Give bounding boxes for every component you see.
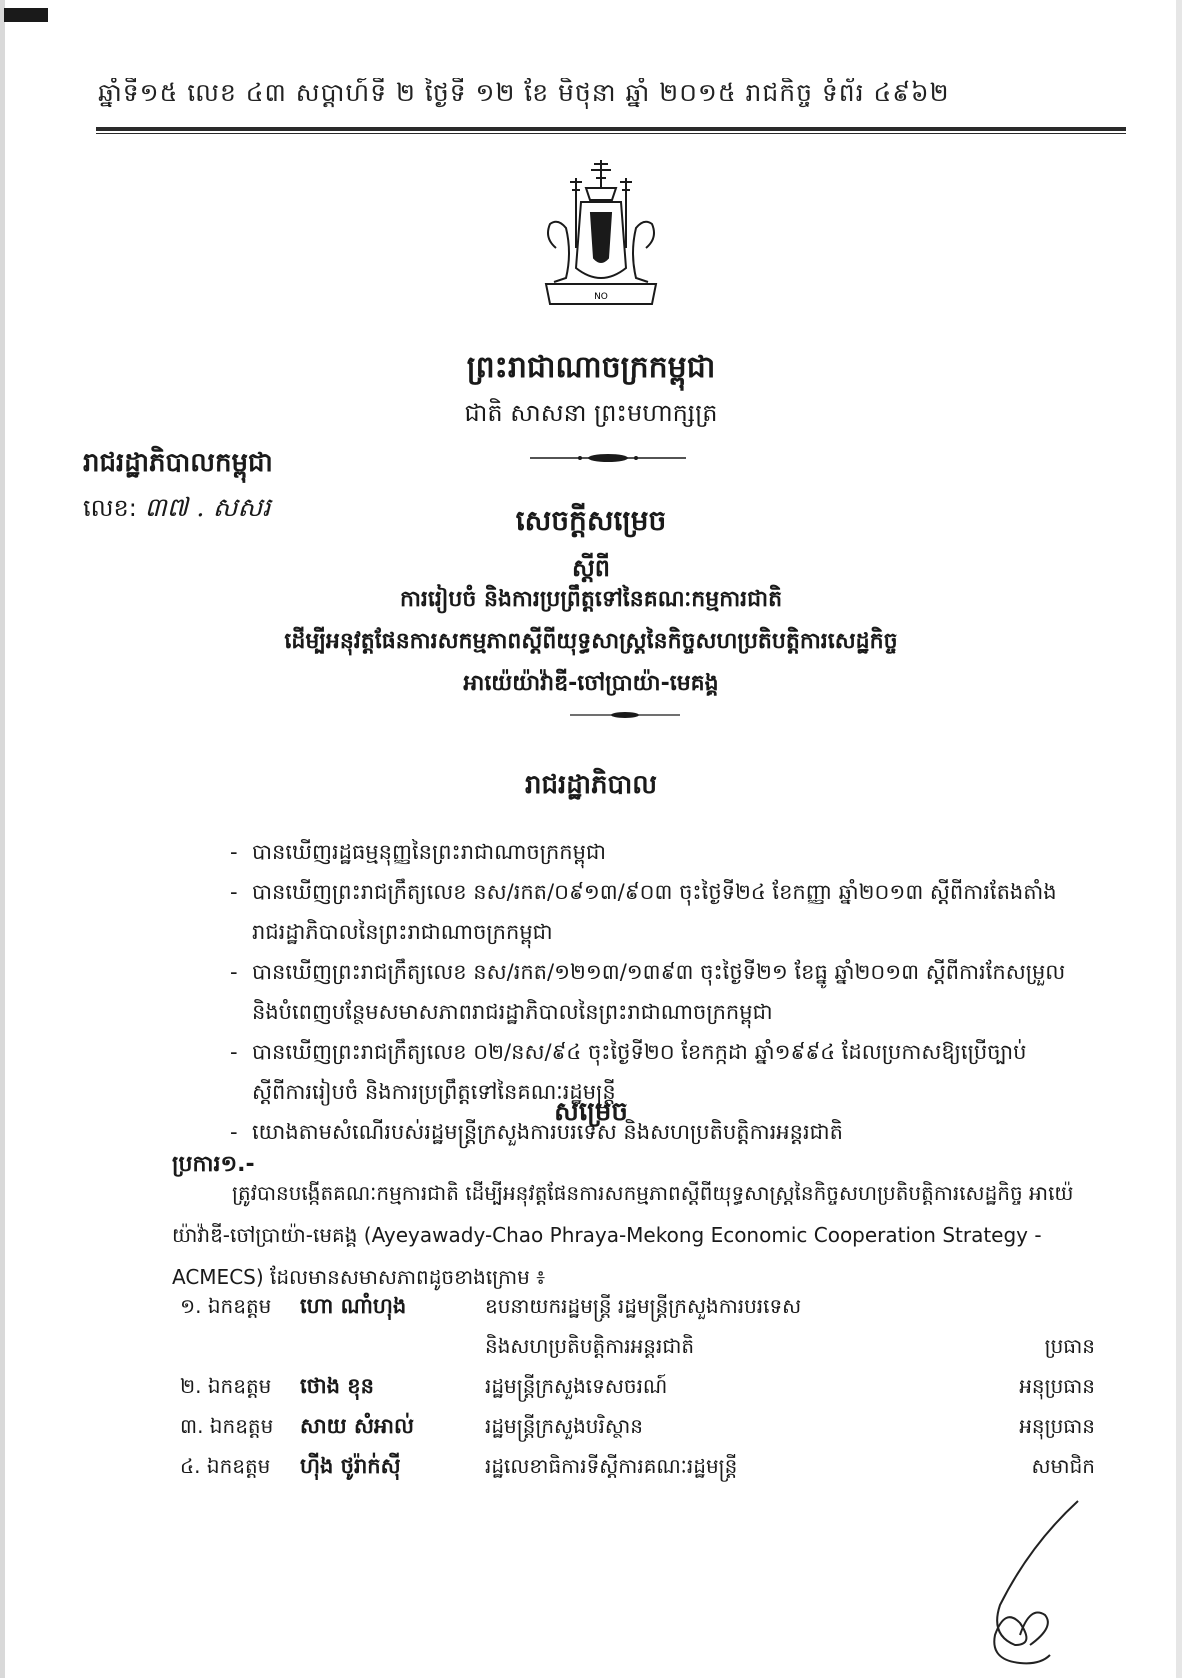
about-label: ស្តីពី bbox=[571, 554, 611, 582]
member-number: ១. ឯកឧត្តម bbox=[180, 1294, 272, 1318]
number-value: ៣៧ . សសរ bbox=[144, 493, 271, 523]
member-row bbox=[180, 1368, 1095, 1408]
scan-mark bbox=[4, 8, 48, 22]
member-role: អនុប្រធាន bbox=[1019, 1374, 1095, 1398]
member-role: សមាជិក bbox=[1031, 1454, 1095, 1478]
member-role bbox=[955, 1288, 1095, 1328]
page-edge-right bbox=[1176, 0, 1182, 1678]
preamble-line: បានឃើញព្រះរាជក្រឹត្យលេខ នស/រកត/០៩១៣/៩០៣ ចុះថ្ងៃទី២៤ ខែកញ្ញា ឆ្នាំ២០១៣ ស្តីពីការតែងតាំង bbox=[252, 880, 1057, 904]
article-1-label: ប្រការ១.- bbox=[172, 1152, 255, 1177]
member-role: អនុប្រធាន bbox=[1019, 1414, 1095, 1438]
subject-line-3: អាយ៉េយ៉ាវ៉ាឌី-ចៅប្រាយ៉ា-មេគង្គ bbox=[463, 671, 719, 696]
ornament-divider-icon bbox=[530, 452, 686, 464]
kingdom-motto: ជាតិ សាសនា ព្រះមហាក្សត្រ bbox=[464, 399, 718, 427]
member-number bbox=[180, 1328, 300, 1368]
member-position: រដ្ឋមន្ត្រីក្រសួងទេសចរណ៍ bbox=[485, 1374, 668, 1398]
issuing-government: រាជរដ្ឋាភិបាលកម្ពុជា bbox=[83, 448, 273, 478]
member-name: សាយ សំអាល់ bbox=[300, 1413, 414, 1438]
member-position: រដ្ឋមន្ត្រីក្រសួងបរិស្ថាន bbox=[485, 1414, 643, 1438]
member-number: ៣. ឯកឧត្តម bbox=[180, 1414, 274, 1438]
gazette-header: ឆ្នាំទី១៥ លេខ ៤៣ សប្តាហ៍ទី ២ ថ្ងៃទី ១២ ខែ មិថុនា ឆ្នាំ ២០១៥ រាជកិច្ច ទំព័រ ៤៩៦២ bbox=[98, 78, 950, 107]
preamble-line: បានឃើញរដ្ឋធម្មនុញ្ញនៃព្រះរាជាណាចក្រកម្ពុជា bbox=[252, 840, 606, 864]
article-1-body: ត្រូវបានបង្កើតគណៈកម្មការជាតិ ដើម្បីអនុវត្តផែនការសកម្មភាពស្តីពីយុទ្ធសាស្ត្រនៃកិច្ចសហប្រតិបត្តិការសេដ្ឋកិច្ច អាយ៉េយ៉ាវ៉ាឌី-ចៅប្រាយ៉ា-មេគង្គ (Ayeyawady-Chao Phraya-Mekong Economic Cooperation Strategy - ACMECS) ដែលមានសមាសភាពដូចខាងក្រោម ៖ bbox=[172, 1181, 1074, 1289]
member-number: ៤. ឯកឧត្តម bbox=[180, 1454, 271, 1478]
preamble-item bbox=[230, 832, 1085, 872]
member-row bbox=[180, 1288, 1095, 1328]
member-row bbox=[180, 1408, 1095, 1448]
member-number: ២. ឯកឧត្តម bbox=[180, 1374, 272, 1398]
member-name: ហោ ណាំហុង bbox=[300, 1293, 407, 1318]
article-1-text bbox=[172, 1172, 1077, 1298]
handwritten-initial-icon bbox=[960, 1495, 1080, 1675]
royal-coat-of-arms-icon bbox=[536, 158, 666, 328]
member-position: ឧបនាយករដ្ឋមន្ត្រី រដ្ឋមន្ត្រីក្រសួងការបរទេស bbox=[485, 1294, 802, 1318]
member-row bbox=[180, 1448, 1095, 1488]
preamble-line: បានឃើញព្រះរាជក្រឹត្យលេខ ០២/នស/៩៤ ចុះថ្ងៃទី២០ ខែកក្កដា ឆ្នាំ១៩៩៤ ដែលប្រកាសឱ្យប្រើច្បាប់ bbox=[252, 1040, 1027, 1064]
member-name bbox=[300, 1328, 485, 1368]
preamble-line-cont: និងបំពេញបន្ថែមសមាសភាពរាជរដ្ឋាភិបាលនៃព្រះរាជាណាចក្រកម្ពុជា bbox=[252, 1000, 773, 1024]
government-heading: រាជរដ្ឋាភិបាល bbox=[524, 770, 658, 800]
member-row bbox=[180, 1328, 1095, 1368]
member-role: ប្រធាន bbox=[1044, 1334, 1095, 1358]
kingdom-name: ព្រះរាជាណាចក្រកម្ពុជា bbox=[466, 350, 716, 385]
preamble-line-cont: រាជរដ្ឋាភិបាលនៃព្រះរាជាណាចក្រកម្ពុជា bbox=[252, 920, 553, 944]
subject-line-1: ការរៀបចំ និងការប្រព្រឹត្តទៅនៃគណៈកម្មការជាតិ bbox=[399, 587, 783, 612]
document-type: សេចក្តីសម្រេច bbox=[515, 504, 667, 537]
subject-line-2: ដើម្បីអនុវត្តផែនការសកម្មភាពស្តីពីយុទ្ធសាស្ត្រនៃកិច្ចសហប្រតិបត្តិការសេដ្ឋកិច្ច bbox=[284, 629, 898, 654]
page-edge-left bbox=[0, 0, 5, 1678]
small-ornament-icon bbox=[570, 710, 680, 720]
committee-members-table bbox=[180, 1288, 1095, 1488]
preamble-item bbox=[230, 952, 1085, 1032]
decision-heading: សម្រេច bbox=[554, 1097, 628, 1127]
member-position: រដ្ឋលេខាធិការទីស្តីការគណៈរដ្ឋមន្ត្រី bbox=[485, 1454, 738, 1478]
number-label: លេខ: bbox=[83, 494, 137, 522]
header-rule bbox=[96, 127, 1126, 131]
member-name: ហ៊ីង ថូរ៉ាក់ស៊ី bbox=[300, 1453, 401, 1478]
preamble-item bbox=[230, 872, 1085, 952]
member-position: និងសហប្រតិបត្តិការអន្តរជាតិ bbox=[485, 1334, 695, 1358]
preamble-line-cont: ស្តីពីការរៀបចំ និងការប្រព្រឹត្តទៅនៃគណៈរដ្ឋមន្ត្រី bbox=[252, 1080, 616, 1104]
preamble-line: បានឃើញព្រះរាជក្រឹត្យលេខ នស/រកត/១២១៣/១៣៩៣ ចុះថ្ងៃទី២១ ខែធ្នូ ឆ្នាំ២០១៣ ស្តីពីការកែសម្រួល bbox=[252, 960, 1066, 984]
member-name: ថោង ខុន bbox=[300, 1373, 374, 1398]
header-rule-thin bbox=[96, 133, 1126, 134]
emblem-banner-text: NO bbox=[594, 292, 608, 302]
preamble-line: យោងតាមសំណើរបស់រដ្ឋមន្ត្រីក្រសួងការបរទេស និងសហប្រតិបត្តិការអន្តរជាតិ bbox=[252, 1120, 843, 1144]
